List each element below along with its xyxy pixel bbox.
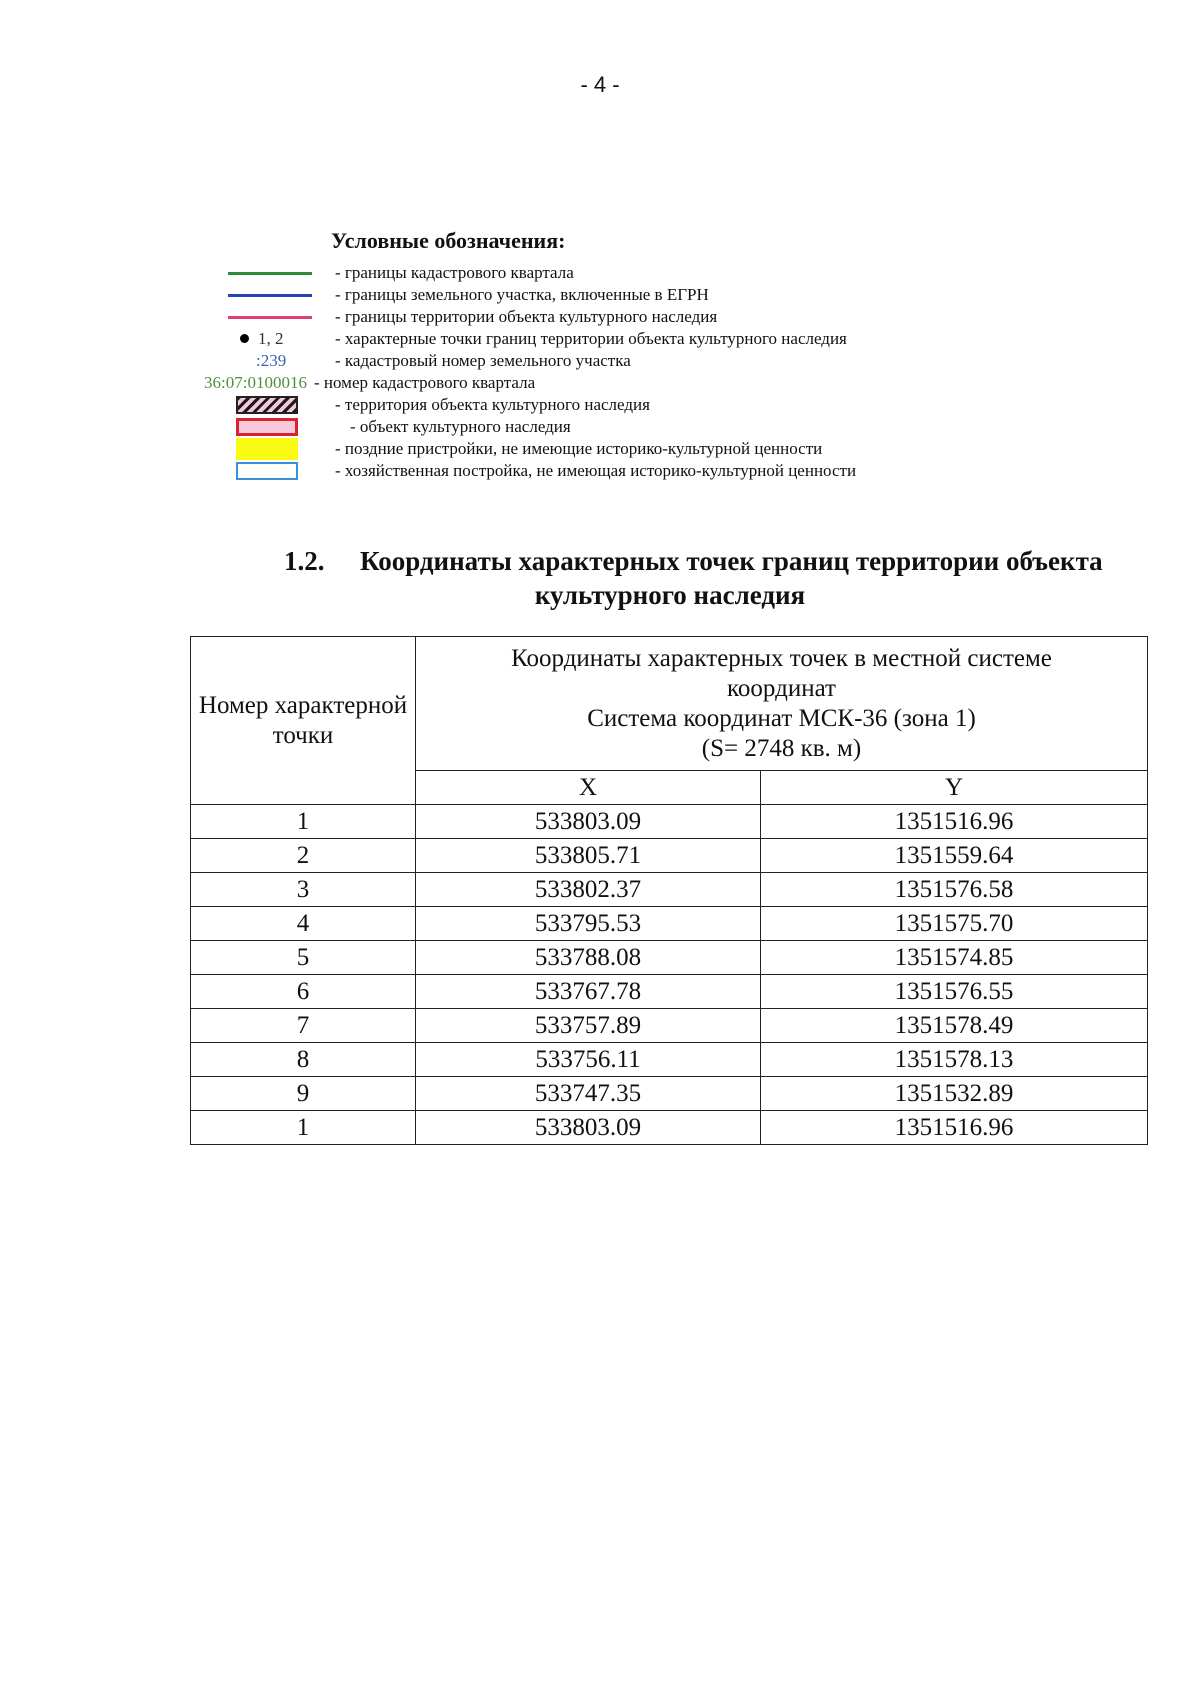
y-coordinate: 1351559.64 [761, 839, 1148, 873]
table-row [191, 1043, 1148, 1077]
y-coordinate: 1351532.89 [761, 1077, 1148, 1111]
x-coordinate: 533788.08 [416, 941, 761, 975]
yellow-box-icon [236, 438, 298, 460]
table-row [191, 1009, 1148, 1043]
legend-item-late-annexes: - поздние пристройки, не имеющие историко-культурной ценности [190, 438, 1010, 460]
table-row [191, 839, 1148, 873]
y-coordinate: 1351575.70 [761, 907, 1148, 941]
green-line-symbol [228, 272, 312, 275]
coordinates-header: Координаты характерных точек в местной системе координат Система координат МСК-36 (зона 1) (S= 2748 кв. м) [416, 637, 1148, 771]
point-number: 2 [191, 839, 416, 873]
x-coordinate: 533757.89 [416, 1009, 761, 1043]
point-number: 5 [191, 941, 416, 975]
x-coordinate: 533802.37 [416, 873, 761, 907]
point-number: 7 [191, 1009, 416, 1043]
x-coordinate: 533795.53 [416, 907, 761, 941]
point-number: 4 [191, 907, 416, 941]
x-coordinate: 533756.11 [416, 1043, 761, 1077]
section-title-line1: Координаты характерных точек границ территории объекта [360, 546, 1103, 576]
legend-item-utility-building: - хозяйственная постройка, не имеющая историко-культурной ценности [190, 460, 1010, 482]
pink-line-symbol [228, 316, 312, 319]
x-coordinate: 533803.09 [416, 1111, 761, 1145]
table-row [191, 805, 1148, 839]
legend-item-cadastral-quarter-border: - границы кадастрового квартала [190, 262, 1010, 284]
y-header: Y [761, 771, 1148, 805]
y-coordinate: 1351576.55 [761, 975, 1148, 1009]
table-row [191, 1077, 1148, 1111]
table-row [191, 941, 1148, 975]
x-coordinate: 533767.78 [416, 975, 761, 1009]
y-coordinate: 1351516.96 [761, 805, 1148, 839]
blue-line-symbol [228, 294, 312, 297]
x-header: X [416, 771, 761, 805]
blue-box-icon [236, 462, 298, 480]
table-row [191, 873, 1148, 907]
point-number: 9 [191, 1077, 416, 1111]
point-number: 6 [191, 975, 416, 1009]
page-number: - 4 - [580, 72, 620, 97]
legend-title: Условные обозначения: [331, 228, 566, 253]
x-coordinate: 533747.35 [416, 1077, 761, 1111]
point-number: 8 [191, 1043, 416, 1077]
legend-item-quarter-number: 36:07:0100016 - номер кадастрового квартала [204, 373, 536, 392]
point-number: 3 [191, 873, 416, 907]
legend-item-heritage-territory-border: - границы территории объекта культурного наследия [190, 306, 1010, 328]
section-number: 1.2. [284, 546, 325, 576]
legend-item-heritage-territory: - территория объекта культурного наследия [190, 394, 1010, 416]
table-row [191, 975, 1148, 1009]
point-number: 1 [191, 805, 416, 839]
legend-item-border-points: 1, 2 - характерные точки границ территории объекта культурного наследия [190, 328, 1010, 350]
hatched-box-icon [236, 396, 298, 414]
y-coordinate: 1351578.13 [761, 1043, 1148, 1077]
y-coordinate: 1351578.49 [761, 1009, 1148, 1043]
point-number: 1 [191, 1111, 416, 1145]
x-coordinate: 533805.71 [416, 839, 761, 873]
table-row [191, 907, 1148, 941]
point-number-header: Номер характерной точки [191, 637, 416, 805]
legend-item-cadastral-number: :239 - кадастровый номер земельного участка [256, 351, 631, 370]
section-title-line2: культурного наследия [534, 580, 806, 610]
dot-icon [240, 334, 249, 343]
red-box-icon [236, 418, 298, 436]
y-coordinate: 1351516.96 [761, 1111, 1148, 1145]
table-row [191, 1111, 1148, 1145]
legend-item-heritage-object: - объект культурного наследия [190, 416, 1010, 438]
coordinates-table [190, 636, 1148, 1145]
y-coordinate: 1351574.85 [761, 941, 1148, 975]
x-coordinate: 533803.09 [416, 805, 761, 839]
y-coordinate: 1351576.58 [761, 873, 1148, 907]
legend-item-land-plot-border: - границы земельного участка, включенные в ЕГРН [190, 284, 1010, 306]
